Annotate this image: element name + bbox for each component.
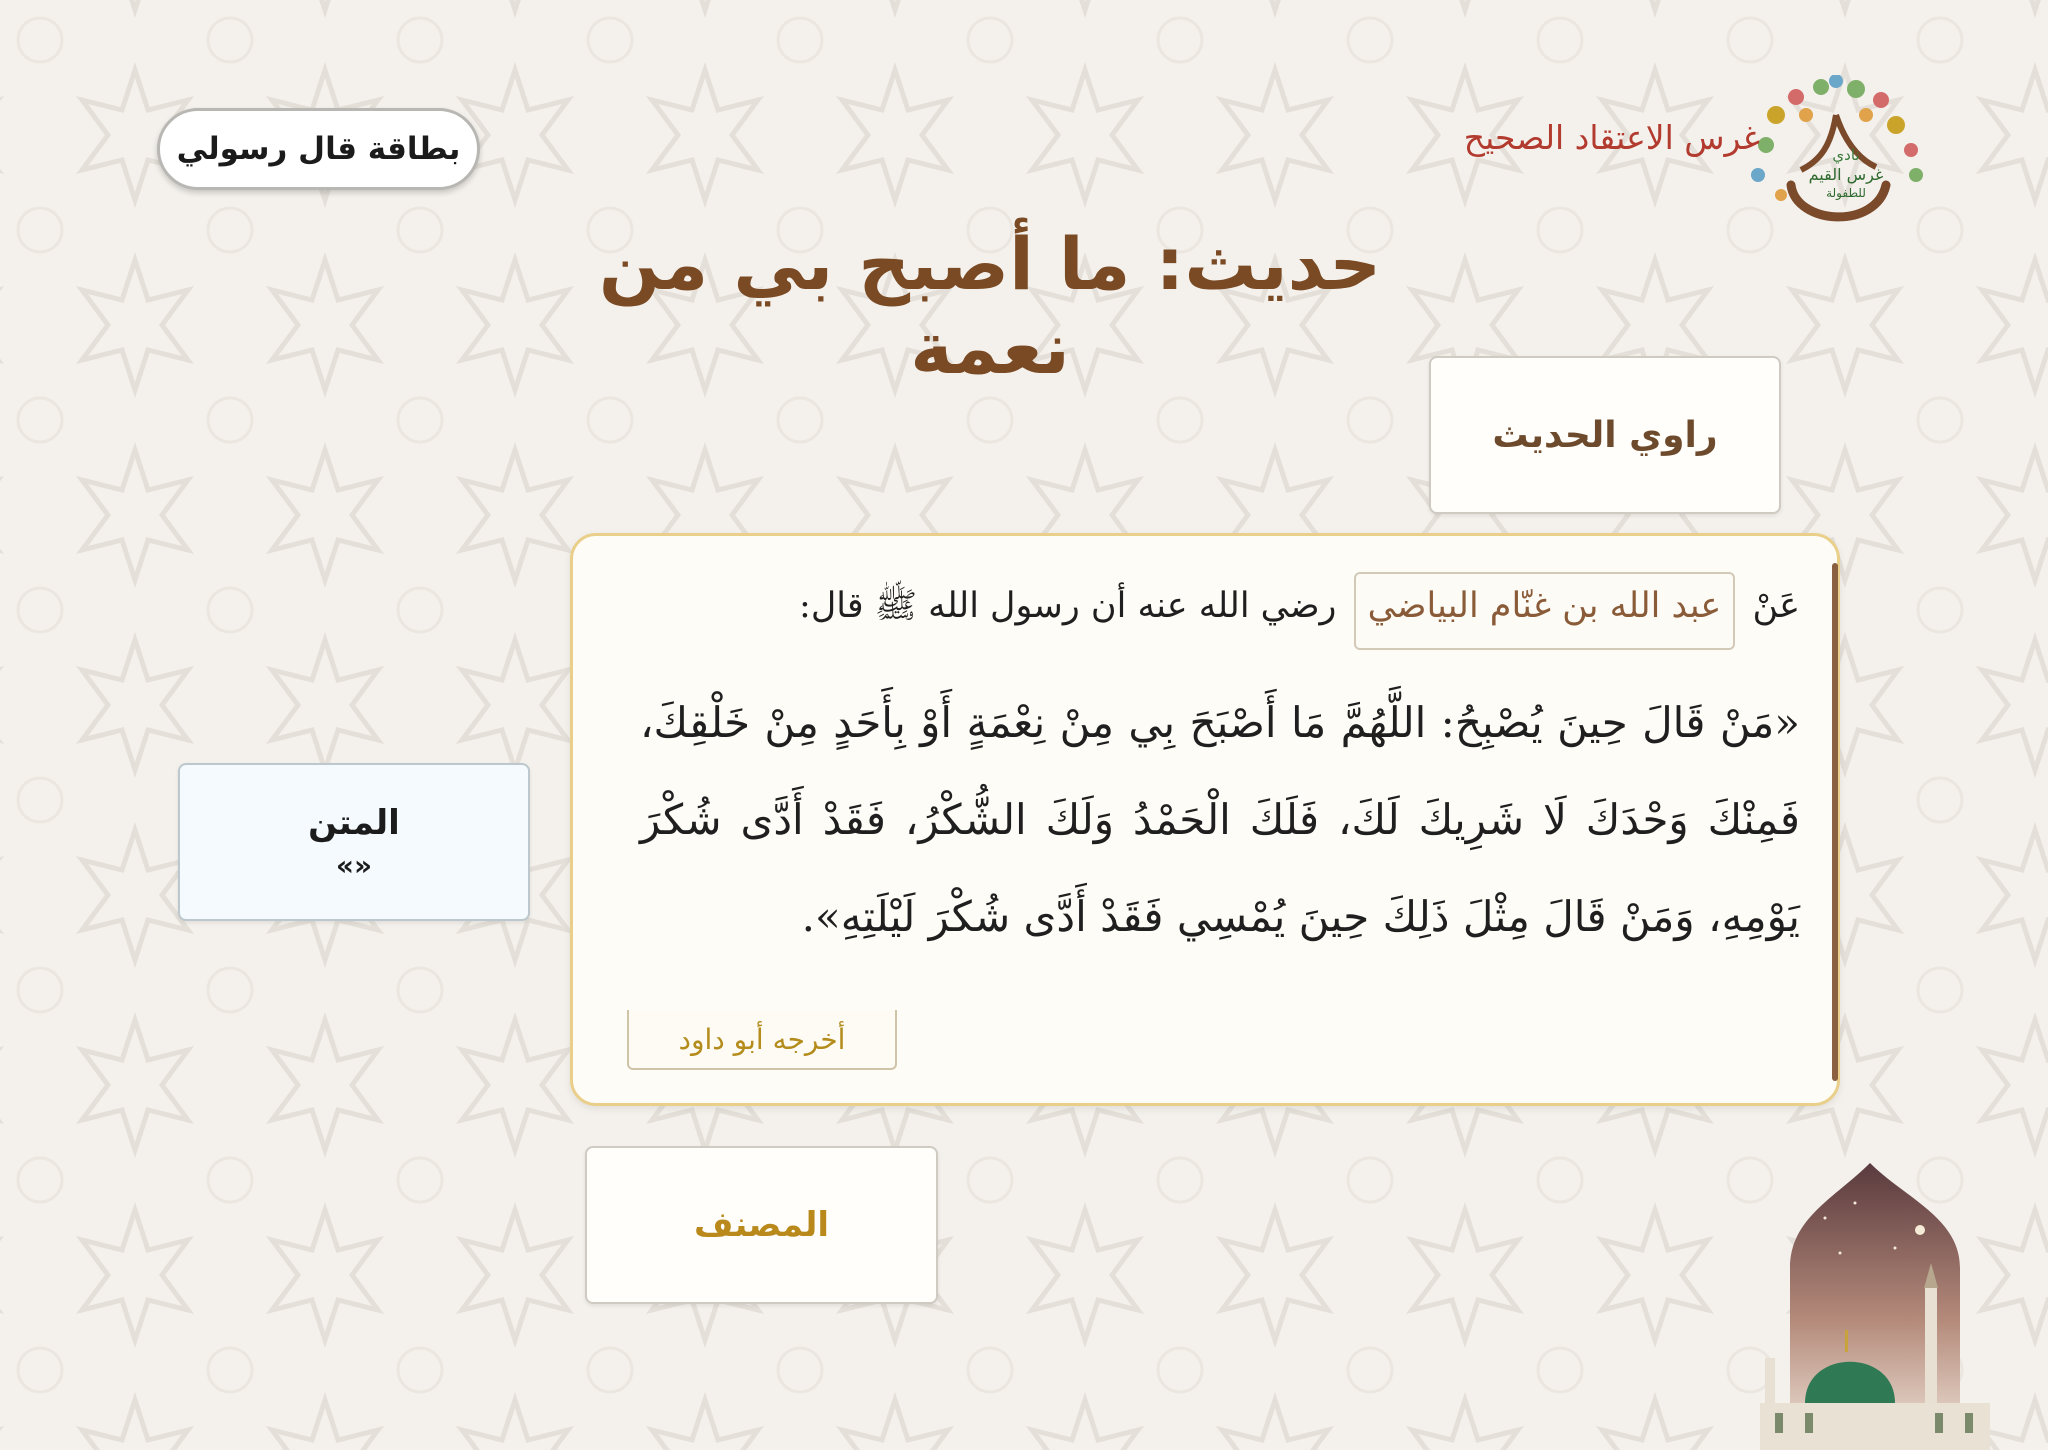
matn-button-quotes: «»: [335, 848, 373, 882]
page-title: حديث: ما أصبح بي من نعمة: [598, 222, 1382, 390]
logo-text-3: للطفولة: [1826, 186, 1866, 200]
intro-prefix: عَنْ: [1752, 586, 1800, 626]
hadith-panel-accent: [1832, 563, 1838, 1081]
matn-button-label: المتن: [308, 802, 400, 843]
source-tag[interactable]: أخرجه أبو داود: [627, 1010, 897, 1070]
logo-text-2: غرس القيم: [1808, 165, 1884, 184]
narrator-button-label: راوي الحديث: [1492, 414, 1718, 456]
author-button[interactable]: [585, 1146, 938, 1304]
matn-button[interactable]: [178, 763, 530, 921]
logo-text-1: نادي: [1832, 146, 1860, 164]
mosque-illustration: [1745, 1158, 2005, 1450]
hadith-content: [640, 572, 1800, 965]
hadith-intro: [640, 572, 1800, 650]
intro-suffix: رضي الله عنه أن رسول الله ﷺ قال:: [799, 586, 1337, 626]
hadith-text: «مَنْ قَالَ حِينَ يُصْبِحُ: اللَّهُمَّ مَا أَصْبَحَ بِي مِنْ نِعْمَةٍ أَوْ بِأَحَدٍ مِنْ خَلْقِكَ، فَمِنْكَ وَحْدَكَ لَا شَرِيكَ لَكَ، فَلَكَ الْحَمْدُ وَلَكَ الشُّكْرُ، فَقَدْ أَدَّى شُكْرَ يَوْمِهِ، وَمَنْ قَالَ مِثْلَ ذَلِكَ حِينَ يُمْسِي فَقَدْ أَدَّى شُكْرَ لَيْلَتِهِ».: [640, 698, 1800, 941]
author-button-label: المصنف: [693, 1205, 830, 1245]
card-type-button[interactable]: بطاقة قال رسولي: [157, 108, 480, 190]
brand-name: غرس الاعتقاد الصحيح: [1463, 118, 1760, 157]
narrator-button[interactable]: [1429, 356, 1781, 514]
narrator-name-chip[interactable]: عبد الله بن غنّام البياضي: [1354, 572, 1736, 650]
club-logo: [1736, 75, 1936, 235]
